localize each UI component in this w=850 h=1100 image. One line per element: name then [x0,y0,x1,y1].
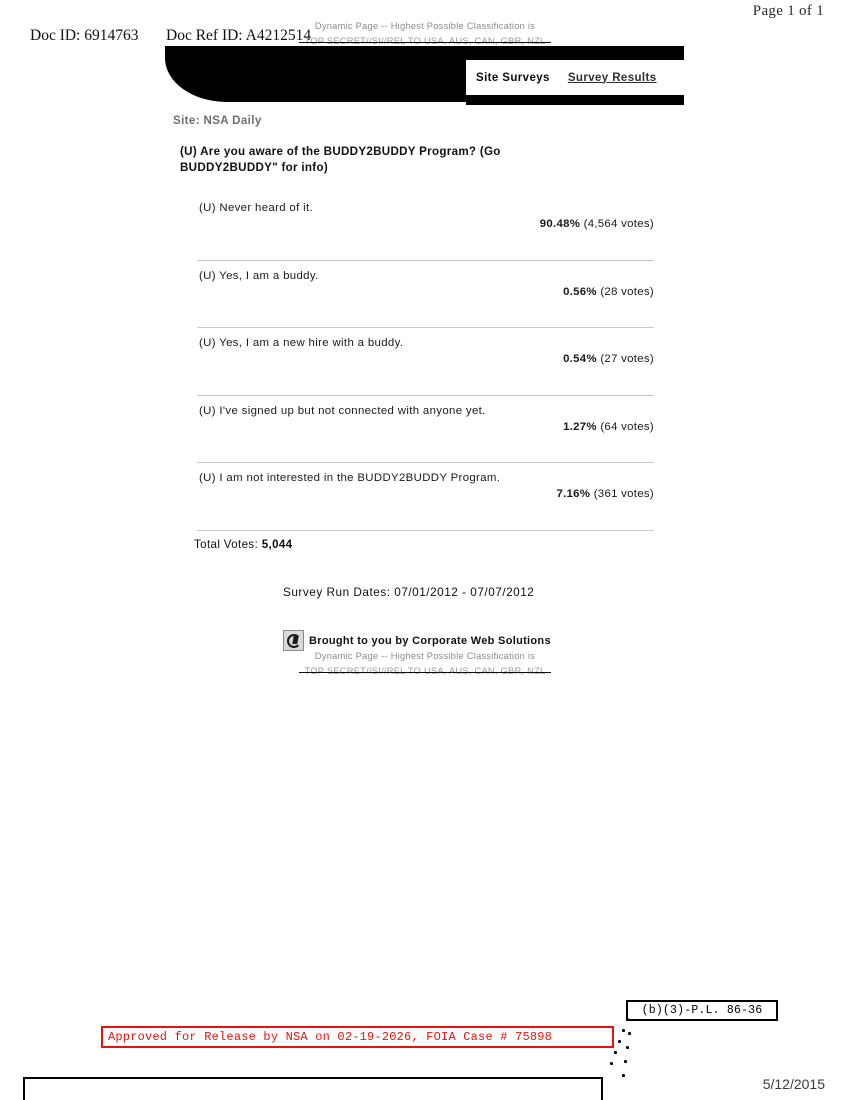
corporate-web-solutions-logo-icon [283,630,304,651]
nav-tabs-strip [466,60,684,95]
classification-banner-line1: Dynamic Page -- Highest Possible Classification is [314,651,536,661]
site-label: Site: NSA Daily [173,115,262,127]
answer-votes: (64 votes) [600,420,654,433]
answer-stats [563,353,654,365]
answer-votes: (28 votes) [600,285,654,298]
survey-answer-row [197,462,654,530]
foia-release-stamp-text: Approved for Release by NSA on 02-19-2026, FOIA Case # 75898 [108,1030,553,1044]
survey-answer-row [197,395,654,463]
answer-votes: (361 votes) [593,488,654,500]
total-votes-value: 5,044 [261,538,293,551]
answer-divider [197,462,654,463]
survey-answer-row [197,260,654,328]
answer-percent: 0.56% [563,285,597,298]
answer-percent: 90.48% [539,218,581,230]
answer-stats [556,488,654,500]
answer-stats [540,218,654,230]
foia-exemption-text: (b)(3)-P.L. 86-36 [641,1004,763,1017]
attribution [283,630,551,651]
total-votes-label: Total Votes: [194,538,259,551]
answer-text: (U) Yes, I am a new hire with a buddy. [199,337,404,349]
answer-percent: 1.27% [563,420,597,433]
answer-text: (U) I am not interested in the BUDDY2BUDDY Program. [199,472,501,484]
answer-divider [197,327,654,328]
classification-banner-bottom [275,650,575,678]
total-votes [194,538,292,551]
answer-divider [197,260,654,261]
answer-text: (U) I've signed up but not connected with anyone yet. [199,404,486,417]
attribution-text: Brought to you by Corporate Web Solutions [309,634,551,647]
doc-id-label: Doc ID: 6914763 [30,27,139,44]
survey-question: (U) Are you aware of the BUDDY2BUDDY Program? (Go BUDDY2BUDDY" for info) [180,145,501,174]
answer-divider [197,395,654,396]
tab-site-surveys[interactable]: Site Surveys [476,71,550,84]
date-stamp: 5/12/2015 [762,1076,825,1092]
foia-exemption-box [626,1000,778,1021]
navigation-bar [165,46,684,108]
foia-release-stamp [101,1026,614,1048]
answer-votes: (4,564 votes) [583,218,654,230]
tab-survey-results[interactable]: Survey Results [567,71,657,84]
answer-votes: (27 votes) [600,353,654,365]
total-votes-divider [197,530,654,531]
classification-banner-line1: Dynamic Page -- Highest Possible Classification is [314,21,536,31]
survey-answer-row [197,327,654,395]
classification-banner-line2: TOP SECRET//SI//REL TO USA, AUS, CAN, GBR, NZL [304,36,546,46]
answer-stats [563,421,654,433]
bottom-bordered-box [23,1077,603,1100]
answer-percent: 7.16% [556,488,591,500]
classification-banner-top [275,20,575,48]
doc-ref-id-label: Doc Ref ID: A4212514 [166,27,312,44]
answer-text: (U) Never heard of it. [199,202,314,214]
survey-run-dates: Survey Run Dates: 07/01/2012 - 07/07/2012 [283,585,535,599]
answer-percent: 0.54% [563,353,597,365]
answer-text: (U) Yes, I am a buddy. [199,269,319,282]
survey-answer-list [197,192,654,530]
redaction-block-banner [165,46,466,102]
redaction-block-bottom [466,95,684,105]
classification-banner-line2: TOP SECRET//SI//REL TO USA, AUS, CAN, GBR, NZL [304,666,546,676]
page-counter: Page 1 of 1 [752,3,824,19]
answer-stats [563,286,654,298]
survey-answer-row [197,192,654,260]
